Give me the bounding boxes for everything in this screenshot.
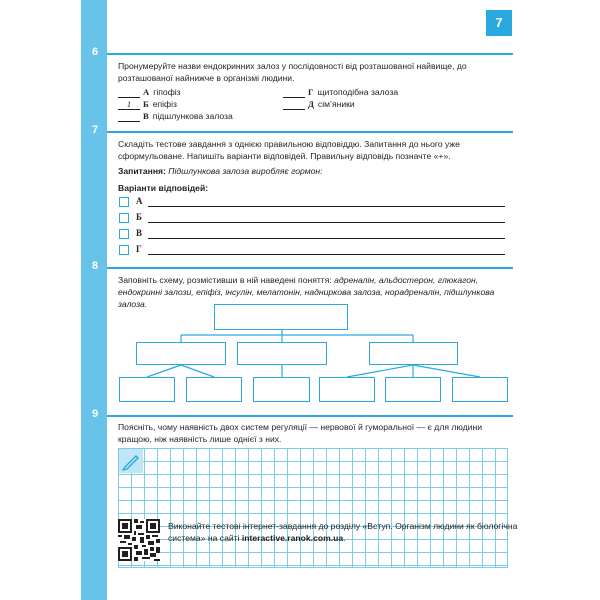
task-8-number: 8 xyxy=(91,260,99,272)
task-7-prompt: Складіть тестове завдання з однією правильною відповіддю. Запитання до нього уже сформульоване. Напишіть варіанти відповідей. Правильну відповідь позначте «+». xyxy=(118,139,460,161)
answer-blank[interactable]: 1 xyxy=(118,99,140,110)
variant-a-letter: А xyxy=(136,196,143,206)
task-8-prompt: Заповніть схему, розмістивши в ній наведені поняття: адреналін, альдостерон, глюкагон, ендокринні залози, епіфіз, інсулін, мелатонін, надниркова залоза, норадреналін, підшлункова залоза. xyxy=(118,275,495,309)
scheme-top-box[interactable] xyxy=(214,304,348,330)
answer-grid[interactable] xyxy=(118,448,508,568)
variant-b-letter: Б xyxy=(136,212,142,222)
scheme-bottom-box-4[interactable] xyxy=(319,377,375,402)
task-6-option-d: Г щитоподібна залоза xyxy=(283,86,398,98)
task-9-number: 9 xyxy=(91,408,99,420)
page-number-badge: 7 xyxy=(486,10,512,36)
task-6-option-b: 1 Б епіфіз xyxy=(118,98,177,110)
scheme-bottom-box-6[interactable] xyxy=(452,377,508,402)
variant-d-letter: Г xyxy=(136,244,142,254)
scheme-bottom-box-2[interactable] xyxy=(186,377,242,402)
scheme-mid-box-3[interactable] xyxy=(369,342,458,365)
task-6-option-a: А гіпофіз xyxy=(118,86,181,98)
task-9-prompt: Поясніть, чому наявність двох систем регуляції — нервової й гуморальної — є для людини кращою, ніж наявність лише однієї з них. xyxy=(118,422,483,444)
task-6-prompt: Пронумеруйте назви ендокринних залоз у послідовності від розташованої найвище, до розташованої найнижче в організмі людини. xyxy=(118,61,467,83)
task-7-question: Запитання: Підшлункова залоза виробляє гормон: xyxy=(118,166,323,176)
task-6-option-c: В підшлункова залоза xyxy=(118,110,233,122)
scheme-bottom-box-3[interactable] xyxy=(253,377,310,402)
qr-code[interactable] xyxy=(118,519,160,561)
scheme-mid-box-1[interactable] xyxy=(136,342,226,365)
task-7-variants-label: Варіанти відповідей: xyxy=(118,183,209,193)
task-6-option-e: Д сім’яники xyxy=(283,98,355,110)
scheme-bottom-box-1[interactable] xyxy=(119,377,175,402)
variant-c-letter: В xyxy=(136,228,143,238)
pen-icon xyxy=(119,449,143,473)
scheme-bottom-box-5[interactable] xyxy=(385,377,441,402)
task-9-divider xyxy=(107,415,513,417)
footer-text: Виконайте тестові інтернет-завдання до розділу «Вступ. Організм людини як біологічна система» на сайті interactive.ranok.com.ua. xyxy=(168,521,518,543)
scheme-mid-box-2[interactable] xyxy=(237,342,327,365)
footer-site-link[interactable]: interactive.ranok.com.ua xyxy=(241,533,344,543)
task-6-number: 6 xyxy=(91,46,99,58)
task-7-number: 7 xyxy=(91,124,99,136)
